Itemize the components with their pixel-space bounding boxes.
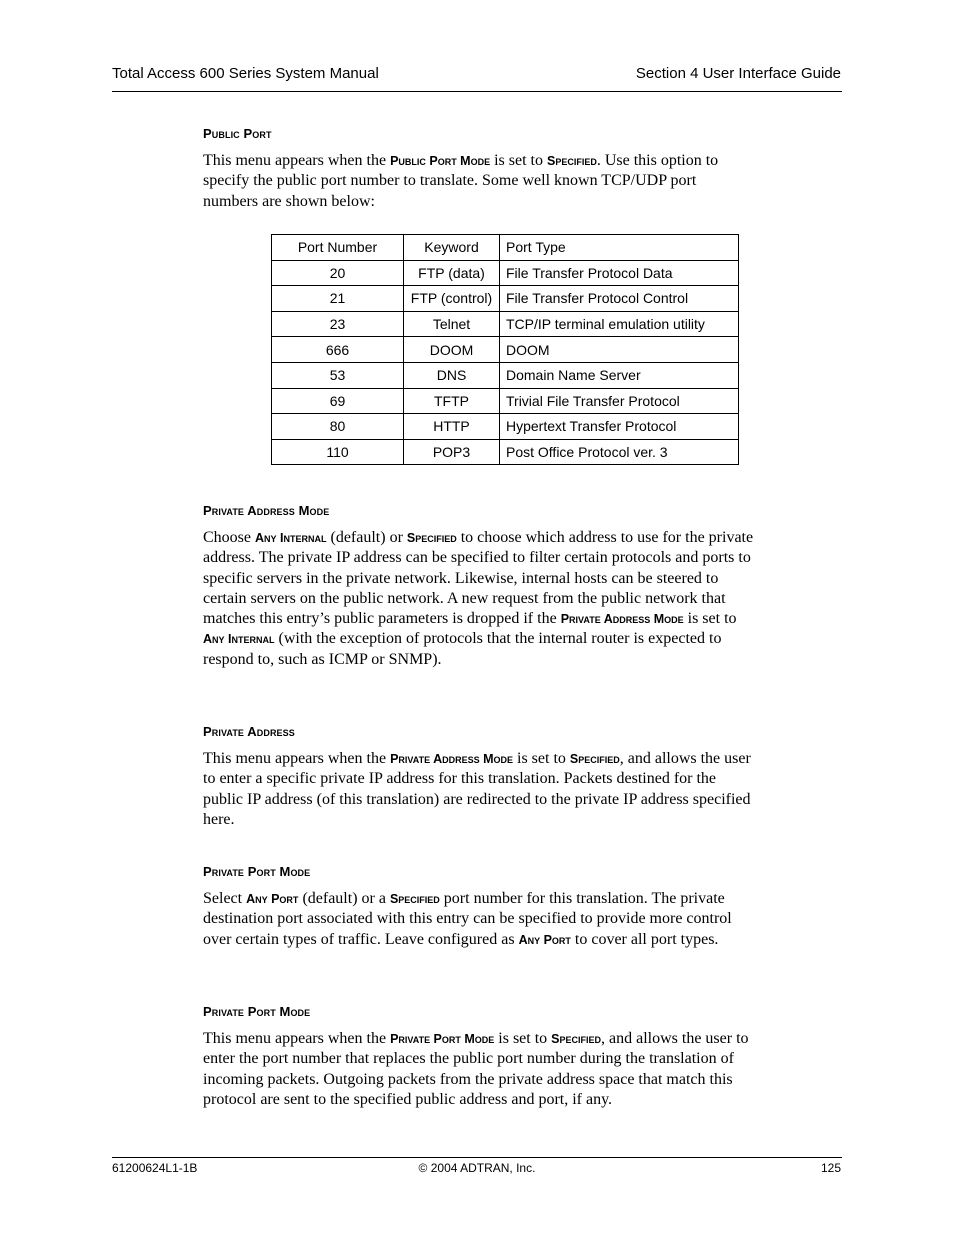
section-private-address [203, 724, 755, 830]
cell-port-number: 666 [272, 337, 404, 363]
page-number: 125 [820, 1161, 841, 1175]
table-row [272, 362, 739, 388]
cell-port-type: Domain Name Server [500, 362, 739, 388]
cell-port-type: Hypertext Transfer Protocol [500, 414, 739, 440]
menu-keyword: Public Port Mode [390, 154, 491, 168]
copyright-notice: © 2004 ADTRAN, Inc. [418, 1161, 536, 1175]
section-heading: Private Port Mode [203, 1004, 311, 1019]
cell-port-type: Post Office Protocol ver. 3 [500, 439, 739, 465]
cell-port-number: 80 [272, 414, 404, 440]
cell-port-number: 69 [272, 388, 404, 414]
section-paragraph: Choose Any Internal (default) or Specified to choose which address to use for the private address. The private IP address can be specified to filter certain protocols and ports to specific servers in the private network. Likewise, internal hosts can be steered to certain servers on the public network. A new request from the public network that matches this entry’s public parameters is dropped if the Private Address Mode is set to Any Internal (with the exception of protocols that the internal router is expected to respond to, such as ICMP or SNMP). [203, 529, 754, 668]
section-private-port-mode-specified [203, 1004, 755, 1110]
port-number-table [271, 234, 739, 465]
menu-keyword: Any Port [246, 892, 299, 906]
menu-keyword: Specified [389, 892, 440, 906]
menu-keyword: Any Port [518, 932, 571, 947]
cell-port-type: File Transfer Protocol Control [500, 286, 739, 312]
running-header-section: Section 4 User Interface Guide [635, 65, 841, 82]
menu-keyword: Private Port Mode [390, 1032, 495, 1046]
section-public-port [203, 126, 755, 212]
section-paragraph: This menu appears when the Public Port Mode is set to Specified. Use this option to specify the public port number to translate. Some well known TCP/UDP port numbers are shown below: [203, 152, 719, 210]
cell-keyword: FTP (data) [404, 260, 500, 286]
menu-keyword: Specified [569, 752, 620, 766]
section-paragraph: This menu appears when the Private Address Mode is set to Specified, and allows the user to enter a specific private IP address for this translation. Packets destined for the public IP address (of this translation) are redirected to the private IP address specified here. [203, 750, 751, 828]
cell-keyword: HTTP [404, 414, 500, 440]
cell-port-number: 53 [272, 362, 404, 388]
menu-keyword: Any Internal [255, 531, 327, 545]
cell-keyword: DOOM [404, 337, 500, 363]
section-heading: Public Port [203, 126, 272, 141]
menu-keyword: Specified [406, 531, 457, 545]
section-private-port-mode [203, 864, 755, 950]
section-heading: Private Address Mode [203, 503, 330, 518]
document-number: 61200624L1-1B [112, 1161, 198, 1175]
table-row [272, 286, 739, 312]
cell-keyword: Telnet [404, 311, 500, 337]
section-paragraph: Select Any Port (default) or a Specified port number for this translation. The private destination port associated with this entry can be specified to provide more control over certain types of traffic. Leave configured as Any Port to cover all port types. [203, 890, 732, 948]
table-row [272, 260, 739, 286]
table-header-row [272, 235, 739, 261]
menu-keyword: Specified [551, 1032, 601, 1046]
cell-port-number: 20 [272, 260, 404, 286]
section-paragraph: This menu appears when the Private Port Mode is set to Specified, and allows the user to enter the port number that replaces the public port number during the translation of incoming packets. Outgoing packets from the private address space that match this protocol are sent to the specified public address and port, if any. [203, 1030, 749, 1108]
cell-port-number: 110 [272, 439, 404, 465]
section-private-address-mode [203, 503, 755, 670]
table-row [272, 439, 739, 465]
running-header-title: Total Access 600 Series System Manual [112, 65, 379, 82]
header-keyword: Keyword [404, 235, 500, 261]
cell-keyword: TFTP [404, 388, 500, 414]
table-row [272, 311, 739, 337]
section-heading: Private Port Mode [203, 864, 311, 879]
menu-keyword: Any Internal [203, 632, 275, 647]
menu-keyword: Specified [546, 154, 597, 168]
cell-keyword: FTP (control) [404, 286, 500, 312]
menu-keyword: Private Address Mode [560, 612, 684, 627]
header-port-number: Port Number [272, 235, 404, 261]
cell-port-type: TCP/IP terminal emulation utility [500, 311, 739, 337]
section-heading: Private Address [203, 724, 295, 739]
cell-port-number: 23 [272, 311, 404, 337]
cell-port-type: Trivial File Transfer Protocol [500, 388, 739, 414]
header-divider [112, 91, 842, 92]
cell-port-number: 21 [272, 286, 404, 312]
footer-divider [112, 1157, 842, 1158]
cell-port-type: File Transfer Protocol Data [500, 260, 739, 286]
header-port-type: Port Type [500, 235, 739, 261]
table-row [272, 414, 739, 440]
table-row [272, 388, 739, 414]
menu-keyword: Private Address Mode [390, 752, 513, 766]
cell-port-type: DOOM [500, 337, 739, 363]
cell-keyword: DNS [404, 362, 500, 388]
cell-keyword: POP3 [404, 439, 500, 465]
table-row [272, 337, 739, 363]
